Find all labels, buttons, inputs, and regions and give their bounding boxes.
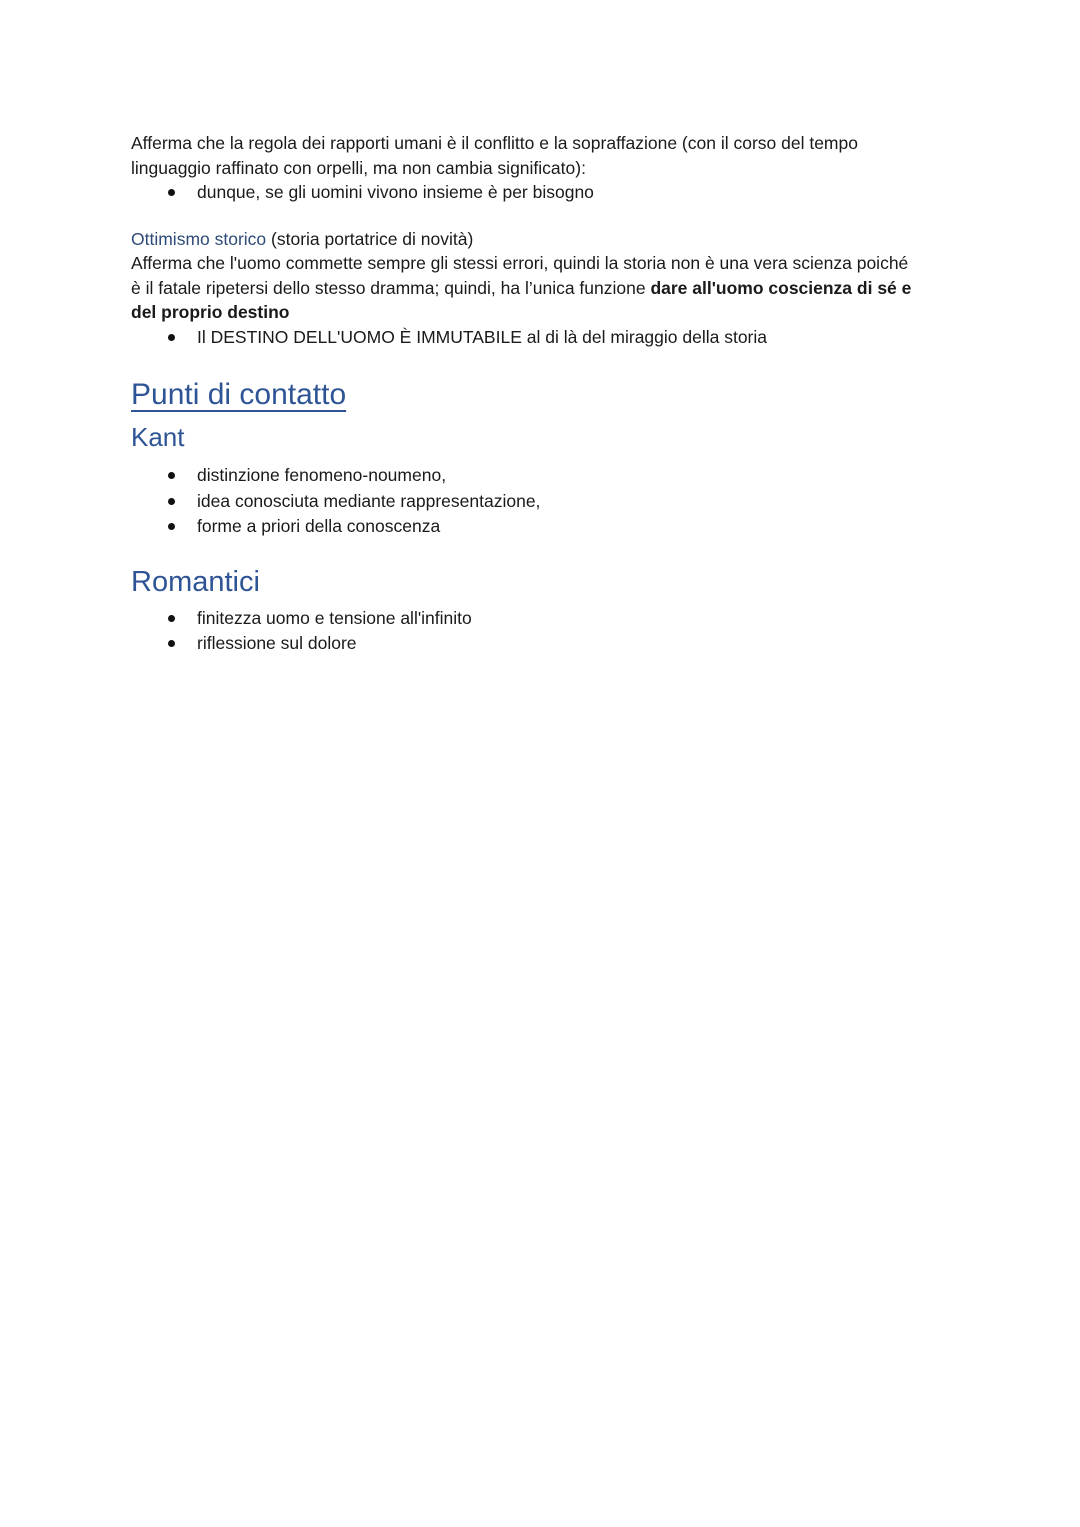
list-item: forme a priori della conoscenza bbox=[131, 514, 961, 540]
kant-bullet-list bbox=[131, 463, 961, 540]
ottimismo-paragraph-line-1: Afferma che l'uomo commette sempre gli stessi errori, quindi la storia non è una vera scienza poiché bbox=[131, 253, 909, 273]
ottimismo-subhead: Ottimismo storico bbox=[131, 228, 267, 249]
ottimismo-bold-text: dare all'uomo coscienza di sé e bbox=[650, 277, 912, 298]
ottimismo-subhead-line bbox=[131, 227, 961, 252]
romantici-heading: Romantici bbox=[131, 565, 260, 598]
list-item: distinzione fenomeno-noumeno, bbox=[131, 463, 961, 489]
romantici-bullet-list bbox=[131, 606, 961, 657]
list-item: Il DESTINO DELL'UOMO È IMMUTABILE al di là del miraggio della storia bbox=[131, 325, 961, 351]
intro-paragraph-line-2: linguaggio raffinato con orpelli, ma non cambia significato): bbox=[131, 157, 586, 178]
intro-section bbox=[131, 131, 961, 206]
ottimismo-section bbox=[131, 227, 961, 351]
punti-section bbox=[131, 376, 961, 657]
ottimismo-line-2-text: è il fatale ripetersi dello stesso dramma; quindi, ha l’unica funzione bbox=[131, 277, 651, 298]
intro-paragraph-line-1: Afferma che la regola dei rapporti umani è il conflitto e la sopraffazione (con il corso del tempo bbox=[131, 133, 858, 153]
ottimismo-paragraph-line-3 bbox=[131, 300, 961, 325]
ottimismo-paragraph-line-2 bbox=[131, 276, 961, 301]
ottimismo-bullet-list bbox=[131, 325, 961, 351]
punti-heading: Punti di contatto bbox=[131, 378, 347, 411]
list-item: dunque, se gli uomini vivono insieme è per bisogno bbox=[131, 180, 961, 206]
document-page bbox=[131, 131, 961, 657]
list-item: riflessione sul dolore bbox=[131, 631, 961, 657]
list-item: idea conosciuta mediante rappresentazione, bbox=[131, 489, 961, 515]
ottimismo-subhead-note: (storia portatrice di novità) bbox=[266, 228, 474, 249]
list-item: finitezza uomo e tensione all'infinito bbox=[131, 606, 961, 632]
intro-bullet-list bbox=[131, 180, 961, 206]
kant-heading: Kant bbox=[131, 422, 185, 452]
ottimismo-bold-text-cont: del proprio destino bbox=[131, 302, 290, 322]
